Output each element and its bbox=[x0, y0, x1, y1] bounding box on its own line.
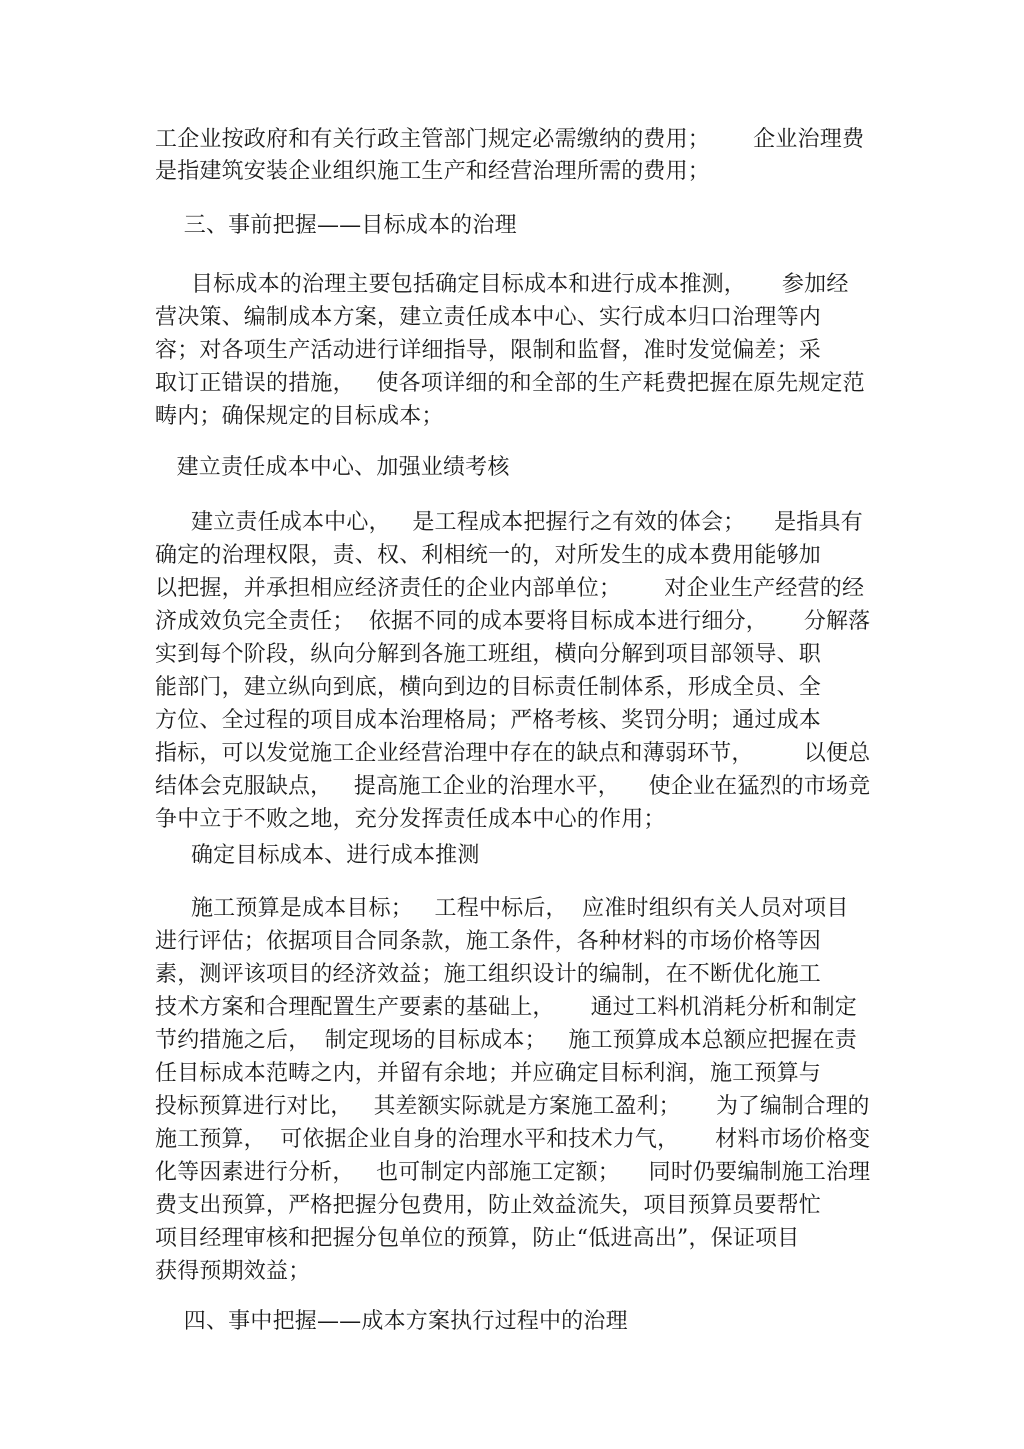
subheading: 建立责任成本中心、加强业绩考核 bbox=[155, 455, 510, 480]
text-line: 费支出预算，严格把握分包费用，防止效益流失，项目预算员要帮忙 bbox=[155, 1193, 822, 1218]
text-line: 实到每个阶段，纵向分解到各施工班组，横向分解到项目部领导、职 bbox=[155, 642, 822, 667]
text-line: 节约措施之后， 制定现场的目标成本； 施工预算成本总额应把握在责 bbox=[155, 1028, 857, 1053]
text-line: 能部门，建立纵向到底，横向到边的目标责任制体系，形成全员、全 bbox=[155, 675, 822, 700]
text-line: 结体会克服缺点， 提高施工企业的治理水平， 使企业在猛烈的市场竞 bbox=[155, 774, 871, 799]
text-line: 畴内；确保规定的目标成本； bbox=[155, 404, 444, 429]
text-line: 以把握，并承担相应经济责任的企业内部单位； 对企业生产经营的经 bbox=[155, 576, 865, 601]
text-line: 施工预算是成本目标； 工程中标后， 应准时组织有关人员对项目 bbox=[155, 896, 849, 921]
text-line: 进行评估；依据项目合同条款，施工条件，各种材料的市场价格等因 bbox=[155, 929, 822, 954]
text-line: 素，测评该项目的经济效益；施工组织设计的编制，在不断优化施工 bbox=[155, 962, 822, 987]
text-line: 确定的治理权限，责、权、利相统一的，对所发生的成本费用能够加 bbox=[155, 543, 822, 568]
text-line: 容；对各项生产活动进行详细指导，限制和监督，准时发觉偏差；采 bbox=[155, 338, 822, 363]
text-line: 营决策、编制成本方案，建立责任成本中心、实行成本归口治理等内 bbox=[155, 305, 822, 330]
text-line: 指标，可以发觉施工企业经营治理中存在的缺点和薄弱环节， 以便总 bbox=[155, 741, 871, 766]
text-line: 取订正错误的措施， 使各项详细的和全部的生产耗费把握在原先规定范 bbox=[155, 371, 865, 396]
text-line: 目标成本的治理主要包括确定目标成本和进行成本推测， 参加经 bbox=[155, 272, 849, 297]
text-line: 是指建筑安装企业组织施工生产和经营治理所需的费用； bbox=[155, 159, 711, 184]
text-line: 争中立于不败之地，充分发挥责任成本中心的作用； bbox=[155, 807, 666, 832]
text-line: 济成效负完全责任； 依据不同的成本要将目标成本进行细分， 分解落 bbox=[155, 609, 871, 634]
section-heading: 三、事前把握——目标成本的治理 bbox=[155, 213, 517, 238]
text-line: 化等因素进行分析， 也可制定内部施工定额； 同时仍要编制施工治理 bbox=[155, 1160, 871, 1185]
text-line: 建立责任成本中心， 是工程成本把握行之有效的体会； 是指具有 bbox=[155, 510, 863, 535]
text-line: 任目标成本范畴之内，并留有余地；并应确定目标利润，施工预算与 bbox=[155, 1061, 822, 1086]
section-heading: 四、事中把握——成本方案执行过程中的治理 bbox=[155, 1309, 628, 1334]
text-line: 获得预期效益； bbox=[155, 1259, 311, 1284]
text-line: 工企业按政府和有关行政主管部门规定必需缴纳的费用； 企业治理费 bbox=[155, 127, 865, 152]
subheading: 确定目标成本、进行成本推测 bbox=[155, 843, 480, 868]
text-line: 方位、全过程的项目成本治理格局；严格考核、奖罚分明；通过成本 bbox=[155, 708, 822, 733]
text-line: 项目经理审核和把握分包单位的预算，防止“低进高出”，保证项目 bbox=[155, 1226, 800, 1251]
text-line: 施工预算， 可依据企业自身的治理水平和技术力气， 材料市场价格变 bbox=[155, 1127, 871, 1152]
text-line: 投标预算进行对比， 其差额实际就是方案施工盈利； 为了编制合理的 bbox=[155, 1094, 870, 1119]
text-line: 技术方案和合理配置生产要素的基础上， 通过工料机消耗分析和制定 bbox=[155, 995, 857, 1020]
